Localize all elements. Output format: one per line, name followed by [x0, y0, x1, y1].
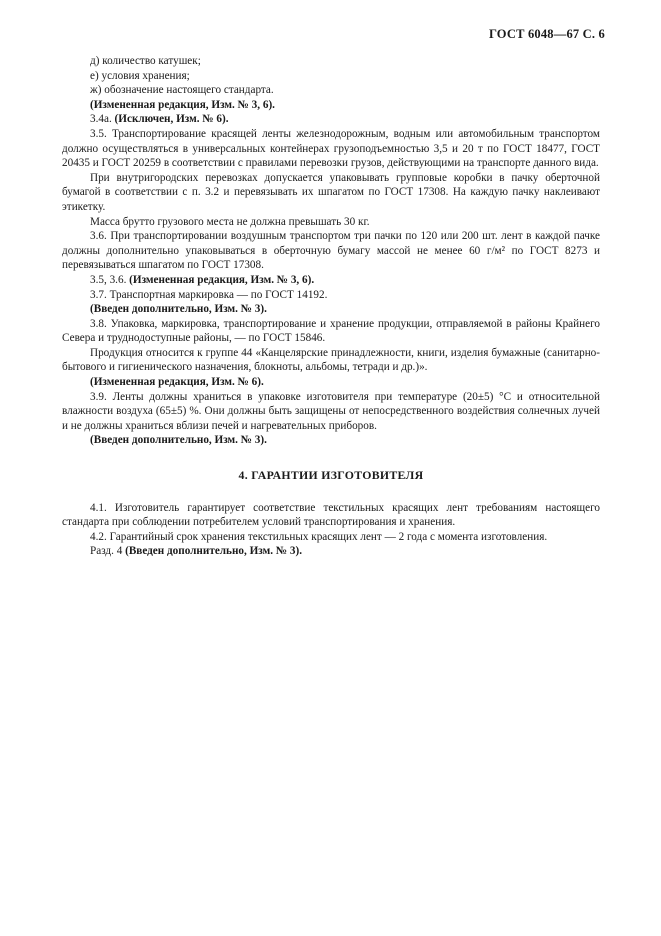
amendment-note: (Введен дополнительно, Изм. № 3). [90, 303, 267, 316]
amendment-note: (Измененная редакция, Изм. № 3, 6). [129, 273, 315, 286]
page-header: ГОСТ 6048—67 С. 6 [488, 27, 605, 41]
paragraph-product-group: Продукция относится к группе 44 «Канцелярские принадлежности, книги, изделия бумажные (санитарно-бытового и гигиенического назначения, блокноты, альбомы, тетради и др.)». [62, 346, 600, 374]
section-4-note [62, 544, 600, 559]
clause-number: 3.4а. [90, 113, 115, 126]
section-heading: 4. ГАРАНТИИ ИЗГОТОВИТЕЛЯ [238, 468, 424, 483]
document-body [62, 54, 600, 559]
clause-3-7: 3.7. Транспортная маркировка — по ГОСТ 14192. [90, 288, 328, 301]
clause-4-1: 4.1. Изготовитель гарантирует соответствие текстильных красящих лент требованиям настоящего стандарта при соблюдении потребителем условий транспортирования и хранения. [62, 501, 600, 529]
clause-3-8: 3.8. Упаковка, маркировка, транспортирование и хранение продукции, отправляемой в районы Крайнего Севера и труднодоступные районы, — по ГОСТ 15846. [62, 317, 600, 345]
clause-number: 3.5, 3.6. [90, 273, 130, 286]
paragraph-gross-mass: Масса брутто грузового места не должна превышать 30 кг. [90, 215, 370, 228]
clause-3-6: 3.6. При транспортировании воздушным транспортом три пачки по 120 или 200 шт. лент в каждой пачке должны дополнительно упаковываться в оберточную бумагу массой не менее 60 г/м² по ГОСТ 8273 и перевязываться шпагатом по ГОСТ 17308. [62, 230, 600, 272]
amendment-note: (Введен дополнительно, Изм. № 3). [90, 434, 267, 447]
paragraph-intercity-transport: При внутригородских перевозках допускается упаковывать групповые коробки в пачку оберточной бумагой в соответствии с п. 3.2 и перевязывать их шпагатом по ГОСТ 17308. На каждую пачку наклеивают этикетку. [62, 171, 600, 213]
clause-3-5: 3.5. Транспортирование красящей ленты железнодорожным, водным или автомобильным транспортом должно осуществляться в универсальных контейнерах грузоподъемностью 3,5 и 20 т по ГОСТ 18477, ГОСТ 20435 и ГОСТ 20259 в соответствии с правилами перевозки грузов, действующими на транспорте данного вида. [62, 127, 600, 170]
amendment-note: (Введен дополнительно, Изм. № 3). [125, 545, 303, 558]
section-reference: Разд. 4 [90, 545, 126, 558]
amendment-note: (Исключен, Изм. № 6). [114, 113, 229, 126]
clause-3-9: 3.9. Ленты должны храниться в упаковке изготовителя при температуре (20±5) °С и относительной влажности воздуха (65±5) %. Они должны быть защищены от непосредственного воздействия солнечных лучей и не должны храниться вблизи печей и нагревательных приборов. [62, 390, 600, 432]
amendment-note: (Измененная редакция, Изм. № 3, 6). [90, 98, 275, 111]
list-item-zh: ж) обозначение настоящего стандарта. [90, 84, 274, 97]
clause-3-5-3-6-note [62, 273, 600, 288]
list-item-e: е) условия хранения; [90, 69, 190, 82]
list-item-d: д) количество катушек; [90, 55, 201, 67]
clause-4-2: 4.2. Гарантийный срок хранения текстильных красящих лент — 2 года с момента изготовления. [90, 530, 548, 543]
amendment-note: (Измененная редакция, Изм. № 6). [90, 376, 264, 389]
clause-3-4a [62, 112, 600, 127]
